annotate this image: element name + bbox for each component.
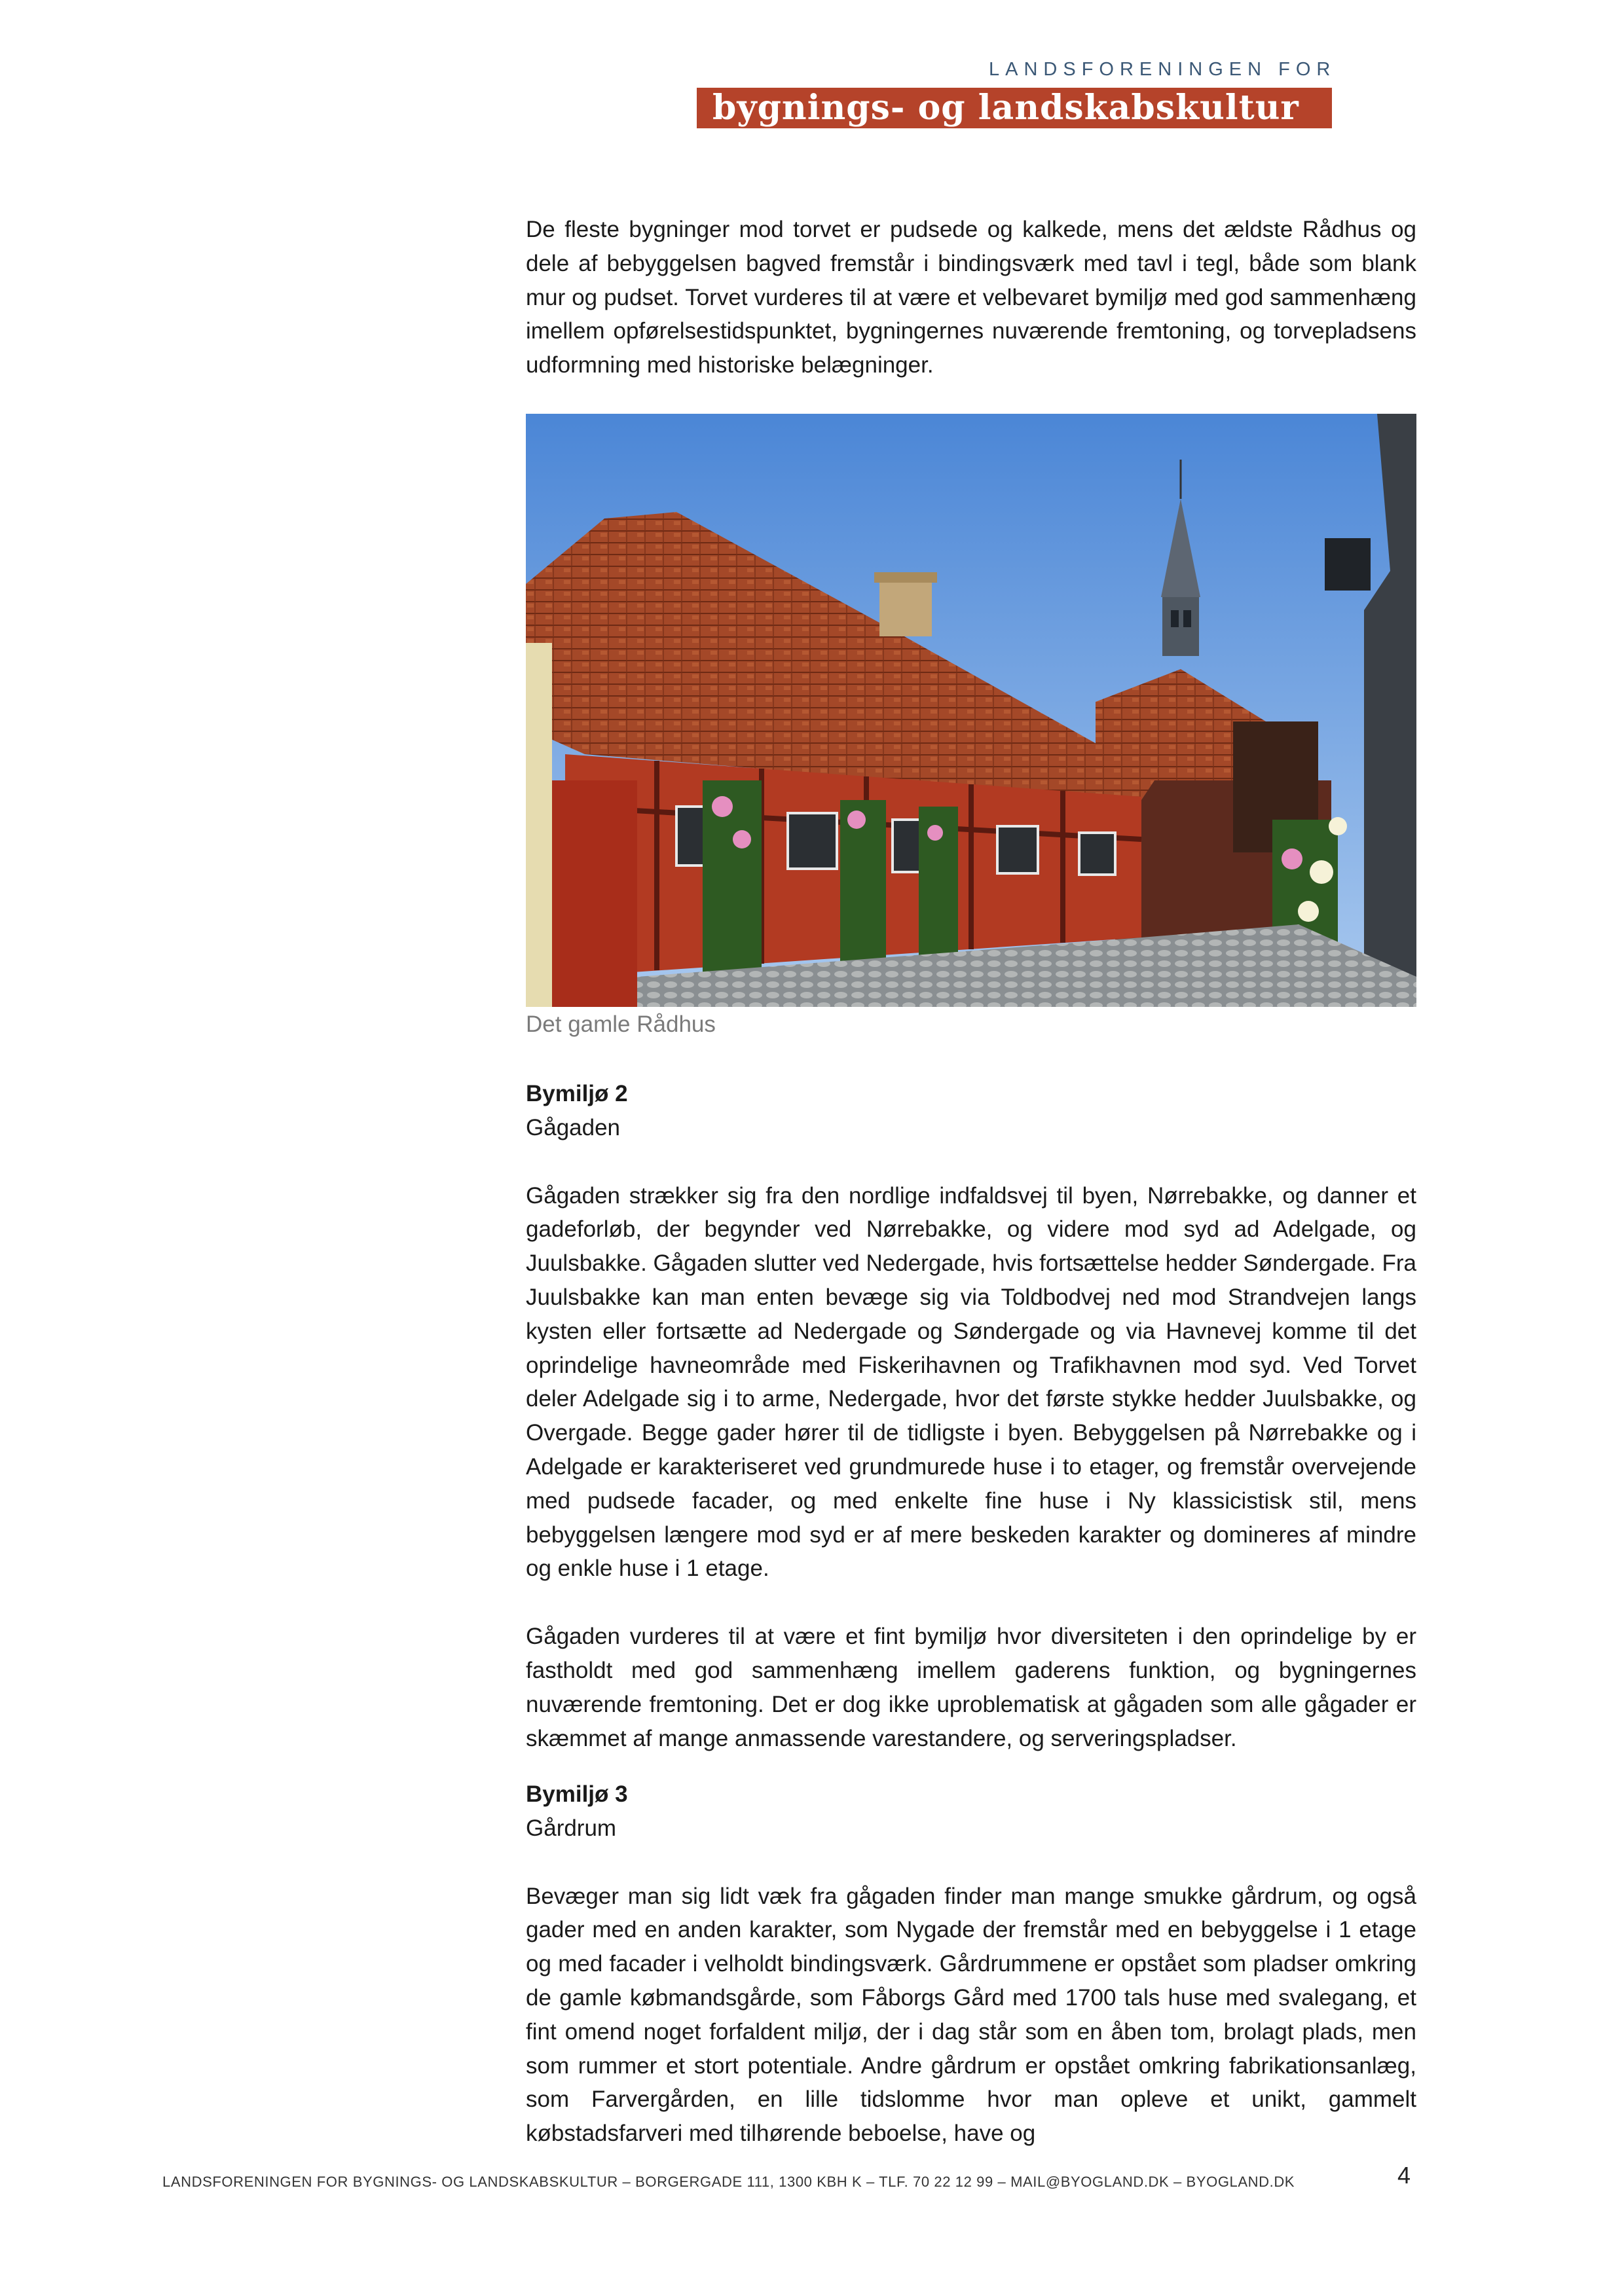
town-hall-photo <box>526 414 1416 1007</box>
section-2 <box>526 1077 1416 1755</box>
section-3 <box>526 1777 1416 2151</box>
section-2-paragraph-1: Gågaden strækker sig fra den nordlige indfaldsvej til byen, Nørrebakke, og danner et gadeforløb, der begynder ved Nørrebakke, og videre mod syd ad Adelgade, og Juulsbakke. Gågaden slutter ved Nedergade, hvis fortsættelse hedder Søndergade. Fra Juulsbakke kan man enten bevæge sig via Toldbodvej ned mod Strandvejen langs kysten eller fortsætte ad Nedergade og Søndergade og via Havnevej komme til det oprindelige havneområde med Fiskerihavnen og Trafikhavnen mod syd. Ved Torvet deler Adelgade sig i to arme, Nedergade, hvor det første stykke hedder Juulsbakke, og Overgade. Begge gader hører til de tidligste i byen. Bebyggelsen på Nørrebakke og i Adelgade er karakteriseret ved grundmurede huse i to etager, og fremstår overvejende med pudsede facader, og med enkelte fine huse i Ny klassicistisk stil, mens bebyggelsen længere mod syd er af mere beskeden karakter og domineres af mindre og enkle huse i 1 etage. <box>526 1182 1416 1582</box>
org-tagline: LANDSFORENINGEN FOR <box>989 59 1337 80</box>
intro-paragraph: De fleste bygninger mod torvet er pudsede og kalkede, mens det ældste Rådhus og dele af bebyggelsen bagved fremstår i bindingsværk med tavl i tegl, både som blank mur og pudset. Torvet vurderes til at være et velbevaret bymiljø med god sammenhæng imellem opførelsestidspunktet, bygningernes nuværende fremtoning, og torvepladsens udformning med historiske belægninger. <box>526 217 1416 378</box>
section-3-subtitle: Gårdrum <box>526 1815 617 1841</box>
section-2-paragraph-2: Gågaden vurderes til at være et fint bymiljø hvor diversiteten i den oprindelige by er fastholdt med god sammenhæng imellem gaderens funktion, og bygningernes nuværende fremtoning. Det er dog ikke uproblematisk at gågaden som alle gågader er skæmmet af mange anmassende varestandere, og serveringspladser. <box>526 1624 1416 1751</box>
section-2-title: Bymiljø 2 <box>526 1081 628 1106</box>
section-3-title: Bymiljø 3 <box>526 1781 628 1807</box>
photo-caption: Det gamle Rådhus <box>526 1011 716 1037</box>
intro-block <box>526 213 1416 382</box>
section-3-paragraph-1: Bevæger man sig lidt væk fra gågaden finder man mange smukke gårdrum, og også gader med en anden karakter, som Nygade der fremstår med en bebyggelse i 1 etage og med facader i velholdt bindingsværk. Gårdrummene er opstået som pladser omkring de gamle købmandsgårde, som Fåborgs Gård med 1700 tals huse med svalegang, et fint omend noget forfaldent miljø, der i dag står som en åben tom, brolagt plads, men som rummer et stort potentiale. Andre gårdrum er opstået omkring fabrikationsanlæg, som Farvergården, en lille tidslomme hvor man opleve et unikt, gammelt købstadsfarveri med tilhørende beboelse, have og <box>526 1883 1416 2147</box>
section-2-subtitle: Gågaden <box>526 1114 621 1140</box>
org-logo[interactable] <box>697 88 1332 128</box>
org-name: bygnings- og landskabskultur <box>712 88 1299 128</box>
page-number: 4 <box>1397 2162 1411 2189</box>
footer-contact: LANDSFORENINGEN FOR BYGNINGS- OG LANDSKABSKULTUR – BORGERGADE 111, 1300 KBH K – TLF. 70 22 12 99 – MAIL@BYOGLAND.DK – BYOGLAND.DK <box>162 2174 1295 2190</box>
